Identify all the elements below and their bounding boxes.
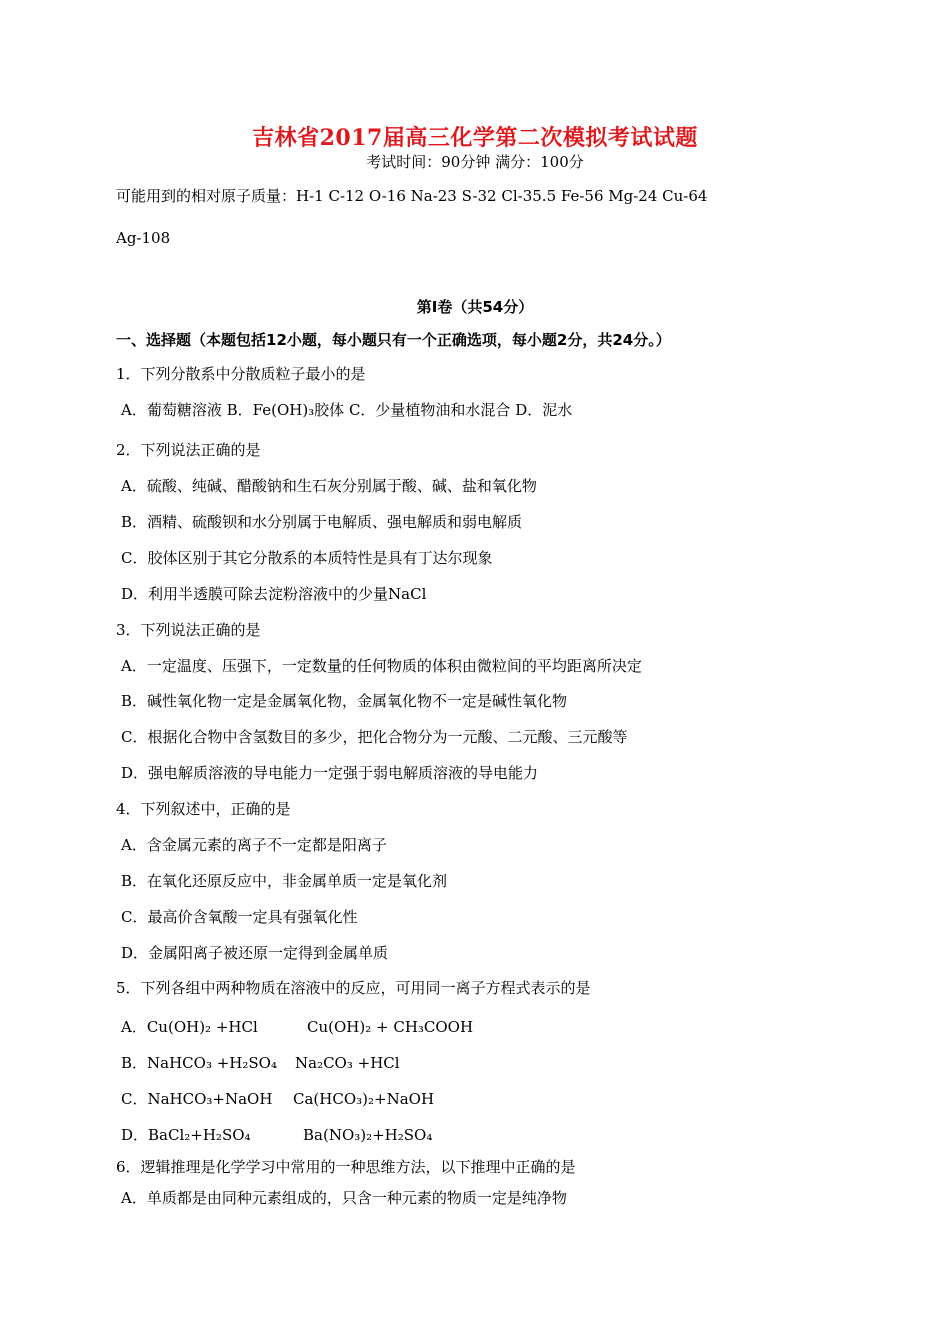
question-3-option-a: A．一定温度、压强下，一定数量的任何物质的体积由微粒间的平均距离所决定 (121, 657, 642, 675)
question-4-stem: 4．下列叙述中，正确的是 (116, 800, 291, 818)
question-5-option-d-right: Ba(NO₃)₂+H₂SO₄ (303, 1126, 433, 1144)
question-5-option-a-right: Cu(OH)₂ + CH₃COOH (307, 1018, 474, 1036)
question-2-option-a: A．硫酸、纯碱、醋酸钠和生石灰分别属于酸、碱、盐和氧化物 (121, 477, 537, 495)
question-6-stem: 6．逻辑推理是化学学习中常用的一种思维方法，以下推理中正确的是 (116, 1158, 576, 1176)
question-2-option-d: D．利用半透膜可除去淀粉溶液中的少量NaCl (121, 585, 427, 603)
question-5-option-a-left: A．Cu(OH)₂ +HCl (121, 1018, 258, 1036)
question-2-stem: 2．下列说法正确的是 (116, 441, 261, 459)
question-2-option-b: B．酒精、硫酸钡和水分别属于电解质、强电解质和弱电解质 (121, 513, 523, 531)
exam-info: 考试时间：90分钟 满分：100分 (366, 153, 584, 171)
question-3-option-b: B．碱性氧化物一定是金属氧化物，金属氧化物不一定是碱性氧化物 (121, 692, 568, 710)
atomic-masses-line-1: 可能用到的相对原子质量：H-1 C-12 O-16 Na-23 S-32 Cl-35.5 Fe-56 Mg-24 Cu-64 (116, 187, 708, 205)
volume-title: 第Ⅰ卷（共54分） (416, 298, 534, 316)
question-3-option-c: C．根据化合物中含氢数目的多少，把化合物分为一元酸、二元酸、三元酸等 (121, 728, 628, 746)
question-4-option-d: D．金属阳离子被还原一定得到金属单质 (121, 944, 389, 962)
question-5-stem: 5．下列各组中两种物质在溶液中的反应，可用同一离子方程式表示的是 (116, 979, 591, 997)
question-5-option-d-left: D．BaCl₂+H₂SO₄ (121, 1126, 251, 1144)
question-5-option-b-right: Na₂CO₃ +HCl (295, 1054, 400, 1072)
question-5-option-b-left: B．NaHCO₃ +H₂SO₄ (121, 1054, 277, 1072)
question-3-option-d: D．强电解质溶液的导电能力一定强于弱电解质溶液的导电能力 (121, 764, 539, 782)
question-1-stem: 1．下列分散系中分散质粒子最小的是 (116, 365, 366, 383)
question-1-options: A．葡萄糖溶液 B．Fe(OH)₃胶体 C．少量植物油和水混合 D．泥水 (121, 401, 573, 419)
question-4-option-b: B．在氧化还原反应中，非金属单质一定是氧化剂 (121, 872, 448, 890)
question-5-option-c-right: Ca(HCO₃)₂+NaOH (293, 1090, 435, 1108)
question-4-option-c: C．最高价含氧酸一定具有强氧化性 (121, 908, 358, 926)
question-4-option-a: A．含金属元素的离子不一定都是阳离子 (121, 836, 387, 854)
part-title: 一、选择题（本题包括12小题，每小题只有一个正确选项，每小题2分，共24分。） (116, 331, 671, 349)
question-6-option-a: A．单质都是由同种元素组成的，只含一种元素的物质一定是纯净物 (121, 1189, 567, 1207)
question-5-option-c-left: C．NaHCO₃+NaOH (121, 1090, 273, 1108)
atomic-masses-line-2: Ag-108 (116, 229, 171, 247)
question-3-stem: 3．下列说法正确的是 (116, 621, 261, 639)
exam-title: 吉林省2017届高三化学第二次模拟考试试题 (252, 125, 698, 151)
question-2-option-c: C．胶体区别于其它分散系的本质特性是具有丁达尔现象 (121, 549, 493, 567)
